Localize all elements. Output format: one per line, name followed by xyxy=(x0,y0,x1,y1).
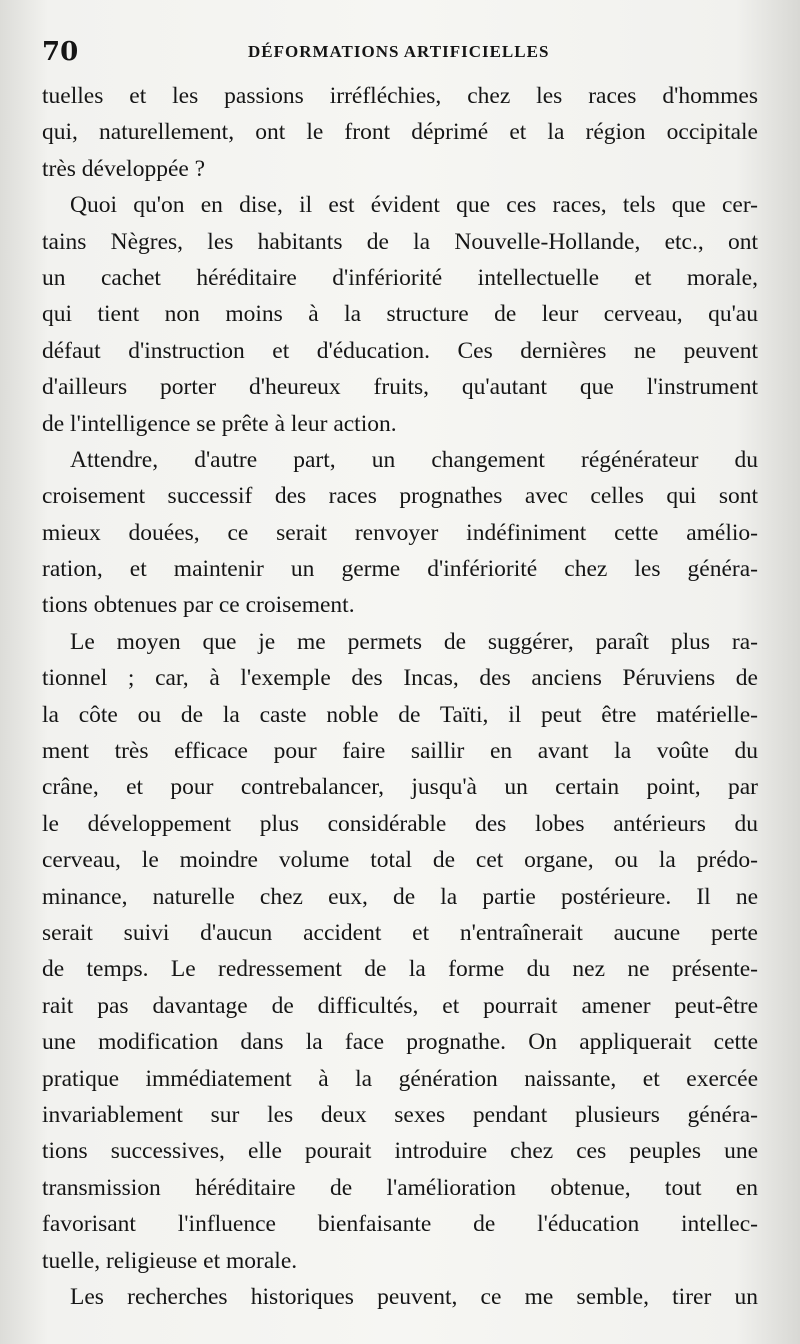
text-line: Attendre, d'autre part, un changement régénérateur du xyxy=(70,446,758,473)
text-line: ration, et maintenir un germe d'infériorité chez les généra- xyxy=(42,556,758,583)
page-header xyxy=(42,34,762,70)
text-line: Quoi qu'on en dise, il est évident que ces races, tels que cer- xyxy=(70,192,758,219)
running-title: DÉFORMATIONS ARTIFICIELLES xyxy=(248,42,550,61)
text-line: mieux douées, ce serait renvoyer indéfiniment cette amélio- xyxy=(42,519,758,546)
page-number: 70 xyxy=(42,37,79,67)
text-line: invariablement sur les deux sexes pendant plusieurs généra- xyxy=(42,1101,758,1128)
text-line: tains Nègres, les habitants de la Nouvelle-Hollande, etc., ont xyxy=(42,228,758,255)
text-line: pratique immédiatement à la génération naissante, et exercée xyxy=(42,1065,758,1092)
text-line: la côte ou de la caste noble de Taïti, il peut être matérielle- xyxy=(42,701,758,728)
text-line: défaut d'instruction et d'éducation. Ces dernières ne peuvent xyxy=(42,337,758,364)
text-line: tions successives, elle pourait introduire chez ces peuples une xyxy=(42,1138,758,1165)
text-line: un cachet héréditaire d'infériorité intellectuelle et morale, xyxy=(42,264,758,291)
text-line: crâne, et pour contrebalancer, jusqu'à un certain point, par xyxy=(42,774,758,801)
text-line: une modification dans la face prognathe. On appliquerait cette xyxy=(42,1029,758,1056)
text-line: de temps. Le redressement de la forme du nez ne présente- xyxy=(42,956,758,983)
text-line: très développée ? xyxy=(42,155,206,182)
text-line: favorisant l'influence bienfaisante de l'éducation intellec- xyxy=(42,1211,758,1238)
text-line: tions obtenues par ce croisement. xyxy=(42,592,355,619)
text-line: minance, naturelle chez eux, de la partie postérieure. Il ne xyxy=(42,883,758,910)
text-line: tionnel ; car, à l'exemple des Incas, des anciens Péruviens de xyxy=(42,665,758,692)
text-line: Les recherches historiques peuvent, ce me semble, tirer un xyxy=(70,1283,758,1310)
text-line: cerveau, le moindre volume total de cet organe, ou la prédo- xyxy=(42,847,758,874)
text-line: qui, naturellement, ont le front déprimé et la région occipitale xyxy=(42,119,758,146)
text-line: Le moyen que je me permets de suggérer, paraît plus ra- xyxy=(70,628,758,655)
text-line: d'ailleurs porter d'heureux fruits, qu'autant que l'instrument xyxy=(42,374,758,401)
text-line: rait pas davantage de difficultés, et pourrait amener peut-être xyxy=(42,992,758,1019)
body-text xyxy=(42,78,758,1315)
text-line: qui tient non moins à la structure de leur cerveau, qu'au xyxy=(42,301,758,328)
text-line: transmission héréditaire de l'amélioration obtenue, tout en xyxy=(42,1174,758,1201)
text-line: le développement plus considérable des lobes antérieurs du xyxy=(42,810,758,837)
text-line: tuelles et les passions irréfléchies, chez les races d'hommes xyxy=(42,83,758,109)
text-line: serait suivi d'aucun accident et n'entraînerait aucune perte xyxy=(42,919,758,946)
text-line: de l'intelligence se prête à leur action. xyxy=(42,410,397,437)
text-line: tuelle, religieuse et morale. xyxy=(42,1247,298,1274)
text-line: ment très efficace pour faire saillir en avant la voûte du xyxy=(42,738,758,765)
text-line: croisement successif des races prognathes avec celles qui sont xyxy=(42,483,758,510)
